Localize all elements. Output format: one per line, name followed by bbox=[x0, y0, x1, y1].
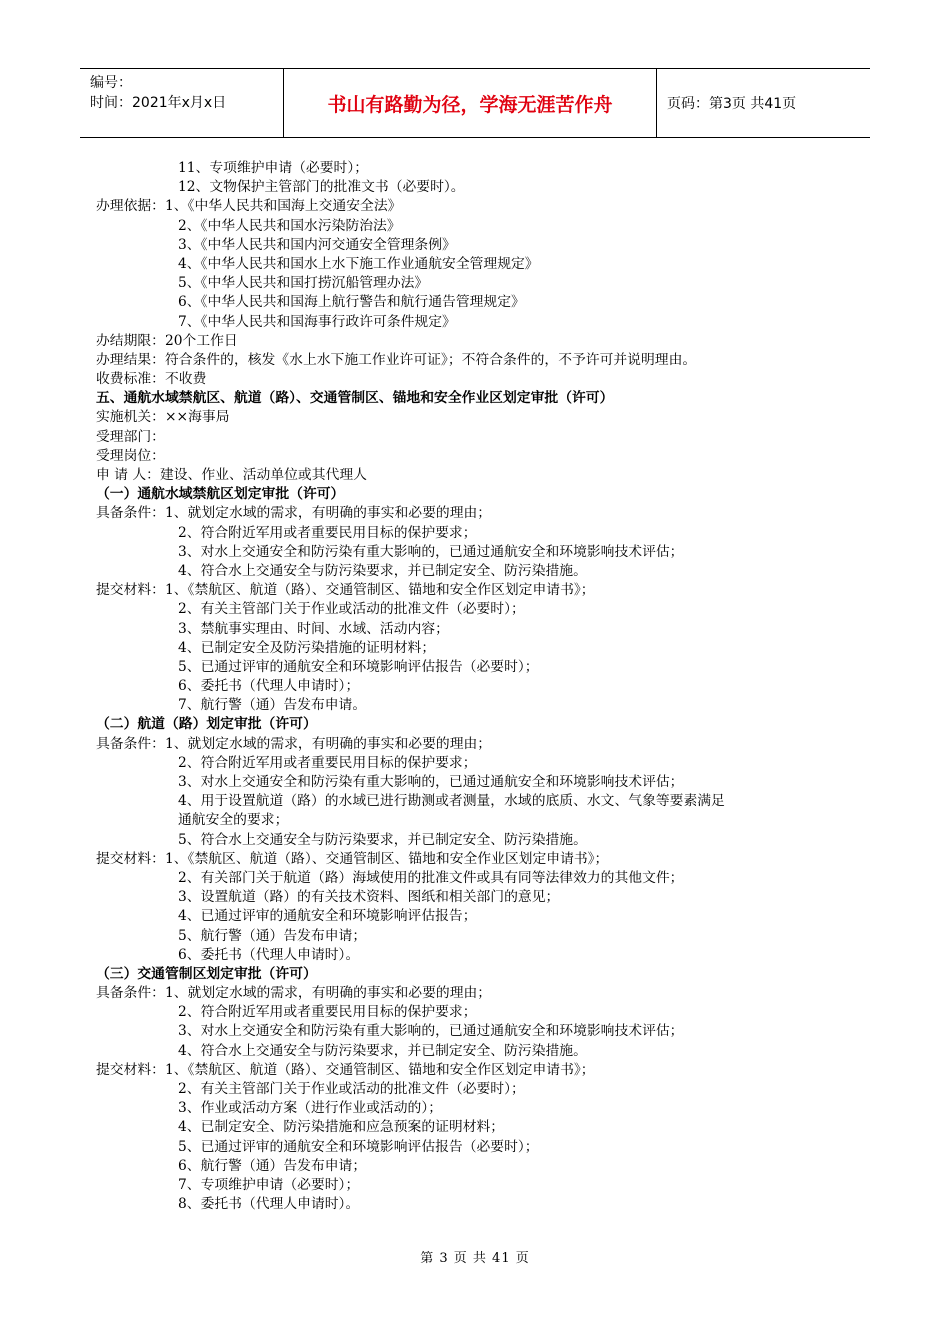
text-line: 7、航行警（通）告发布申请。 bbox=[178, 697, 367, 714]
text-line: 5、航行警（通）告发布申请； bbox=[178, 927, 367, 944]
header-motto: 书山有路勤为径，学海无涯苦作舟 bbox=[284, 69, 657, 137]
text-line: 11、专项维护申请（必要时）； bbox=[178, 160, 369, 176]
text-line: 收费标准：不收费 bbox=[96, 371, 207, 388]
text-line: 3、作业或活动方案（进行作业或活动的）； bbox=[178, 1100, 443, 1117]
text-line: 提交材料：1、《禁航区、航道（路）、交通管制区、锚地和安全作业区划定申请书》； bbox=[96, 850, 609, 867]
text-line: 2、有关主管部门关于作业或活动的批准文件（必要时）； bbox=[178, 601, 525, 618]
text-line: 申 请 人：建设、作业、活动单位或其代理人 bbox=[96, 467, 367, 483]
text-line: 提交材料：1、《禁航区、航道（路）、交通管制区、锚地和安全作区划定申请书》； bbox=[96, 1061, 595, 1078]
text-line: 实施机关：××海事局 bbox=[96, 409, 230, 426]
text-line: 5、已通过评审的通航安全和环境影响评估报告（必要时）； bbox=[178, 658, 539, 675]
text-line: 7、《中华人民共和国海事行政许可条件规定》 bbox=[178, 313, 456, 330]
text-line: 4、已制定安全及防污染措施的证明材料； bbox=[178, 639, 436, 656]
text-line: 3、禁航事实理由、时间、水域、活动内容； bbox=[178, 620, 449, 637]
text-line: 3、对水上交通安全和防污染有重大影响的，已通过通航安全和环境影响技术评估； bbox=[178, 543, 684, 560]
text-line: 具备条件：1、就划定水域的需求，有明确的事实和必要的理由； bbox=[96, 735, 492, 752]
text-line: 4、《中华人民共和国水上水下施工作业通航安全管理规定》 bbox=[178, 255, 539, 272]
text-line: 8、委托书（代理人申请时）。 bbox=[178, 1196, 360, 1213]
text-line: 7、专项维护申请（必要时）； bbox=[178, 1176, 360, 1193]
section-heading: （三）交通管制区划定审批（许可） bbox=[96, 965, 317, 982]
text-line: 4、已制定安全、防污染措施和应急预案的证明材料； bbox=[178, 1119, 505, 1136]
text-line: 6、《中华人民共和国海上航行警告和航行通告管理规定》 bbox=[178, 294, 525, 311]
text-line: 4、用于设置航道（路）的水域已进行勘测或者测量，水域的底质、水文、气象等要素满足 bbox=[178, 793, 725, 810]
text-line: 4、符合水上交通安全与防污染要求，并已制定安全、防污染措施。 bbox=[178, 1042, 587, 1059]
time-label: 时间：2021年x月x日 bbox=[90, 95, 227, 111]
text-line: 6、航行警（通）告发布申请； bbox=[178, 1157, 367, 1174]
text-line: 2、《中华人民共和国水污染防治法》 bbox=[178, 217, 401, 234]
text-line: 2、符合附近军用或者重要民用目标的保护要求； bbox=[178, 1004, 477, 1021]
text-line: 具备条件：1、就划定水域的需求，有明确的事实和必要的理由； bbox=[96, 505, 492, 522]
text-line: 办理结果：符合条件的，核发《水上水下施工作业许可证》；不符合条件的，不予许可并说明理由。 bbox=[96, 351, 697, 368]
section-heading: （二）航道（路）划定审批（许可） bbox=[96, 716, 317, 733]
text-line: 3、设置航道（路）的有关技术资料、图纸和相关部门的意见； bbox=[178, 889, 560, 906]
text-line: 4、已通过评审的通航安全和环境影响评估报告； bbox=[178, 908, 477, 925]
text-line: 受理部门： bbox=[96, 428, 165, 445]
text-line: 2、有关主管部门关于作业或活动的批准文件（必要时）； bbox=[178, 1081, 525, 1097]
text-line: 2、有关部门关于航道（路）海域使用的批准文件或具有同等法律效力的其他文件； bbox=[178, 869, 684, 886]
text-line: 提交材料：1、《禁航区、航道（路）、交通管制区、锚地和安全作区划定申请书》； bbox=[96, 582, 595, 599]
page-header bbox=[80, 68, 870, 138]
text-line: 2、符合附近军用或者重要民用目标的保护要求； bbox=[178, 754, 477, 771]
text-line: 4、符合水上交通安全与防污染要求，并已制定安全、防污染措施。 bbox=[178, 562, 587, 579]
text-line: 3、《中华人民共和国内河交通安全管理条例》 bbox=[178, 236, 456, 253]
text-line: 办理依据：1、《中华人民共和国海上交通安全法》 bbox=[96, 198, 402, 215]
text-line: 2、符合附近军用或者重要民用目标的保护要求； bbox=[178, 524, 477, 541]
section-heading: 五、通航水域禁航区、航道（路）、交通管制区、锚地和安全作业区划定审批（许可） bbox=[96, 390, 614, 407]
text-line: 3、对水上交通安全和防污染有重大影响的，已通过通航安全和环境影响技术评估； bbox=[178, 774, 684, 790]
text-line: 5、已通过评审的通航安全和环境影响评估报告（必要时）； bbox=[178, 1138, 539, 1155]
text-line: 12、文物保护主管部门的批准文书（必要时）。 bbox=[178, 179, 465, 196]
section-heading: （一）通航水域禁航区划定审批（许可） bbox=[96, 486, 345, 503]
text-line: 5、符合水上交通安全与防污染要求，并已制定安全、防污染措施。 bbox=[178, 831, 587, 848]
header-page-info: 页码：第3页 共41页 bbox=[667, 96, 797, 112]
document-body bbox=[96, 159, 866, 1214]
number-label: 编号： bbox=[90, 75, 132, 91]
text-line: 3、对水上交通安全和防污染有重大影响的，已通过通航安全和环境影响技术评估； bbox=[178, 1023, 684, 1040]
text-line: 6、委托书（代理人申请时）； bbox=[178, 678, 360, 695]
text-line: 办结期限：20个工作日 bbox=[96, 332, 238, 349]
text-line: 5、《中华人民共和国打捞沉船管理办法》 bbox=[178, 275, 429, 292]
header-meta bbox=[80, 69, 284, 137]
page-footer: 第 3 页 共 41 页 bbox=[420, 1251, 530, 1266]
text-line: 具备条件：1、就划定水域的需求，有明确的事实和必要的理由； bbox=[96, 985, 492, 1002]
text-line: 6、委托书（代理人申请时）。 bbox=[178, 946, 360, 963]
text-line: 通航安全的要求； bbox=[178, 812, 289, 829]
text-line: 受理岗位： bbox=[96, 447, 165, 464]
